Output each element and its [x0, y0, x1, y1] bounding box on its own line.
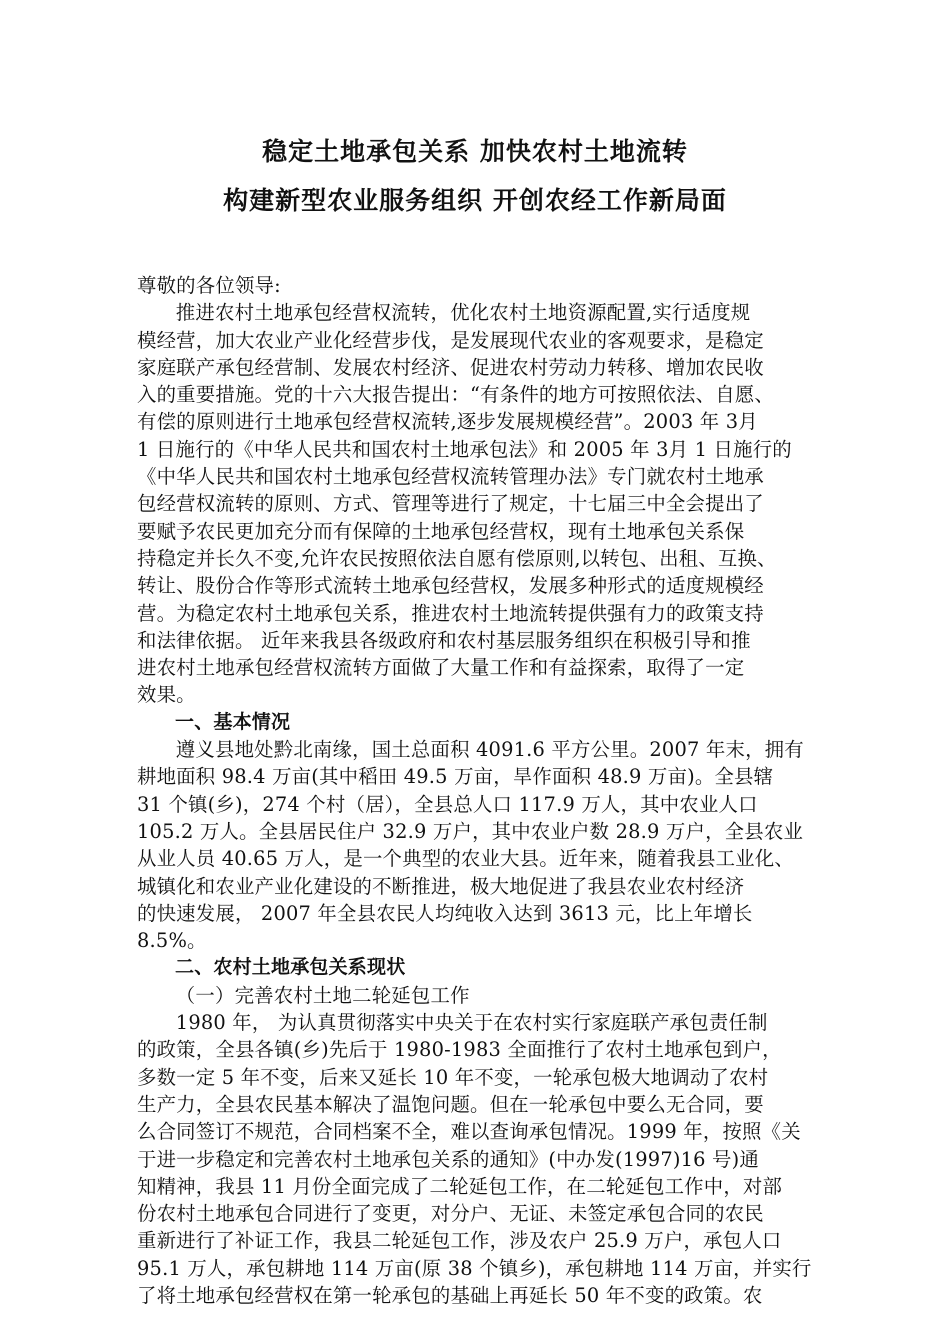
salutation: 尊敬的各位领导: — [137, 274, 281, 297]
text-line: 营。为稳定农村土地承包关系，推进农村土地流转提供强有力的政策支持 — [137, 601, 764, 625]
text-line: 推进农村土地承包经营权流转，优化农村土地资源配置,实行适度规 — [175, 301, 751, 325]
document-title-line-1: 稳定土地承包关系 加快农村土地流转 — [262, 137, 688, 166]
text-line: 家庭联产承包经营制、发展农村经济、促进农村劳动力转移、增加农民收 — [137, 355, 764, 379]
text-line: 的政策，全县各镇(乡)先后于 1980-1983 全面推行了农村土地承包到户， — [137, 1038, 782, 1062]
text-line: 《中华人民共和国农村土地承包经营权流转管理办法》专门就农村土地承 — [137, 465, 764, 489]
text-line: 多数一定 5 年不变，后来又延长 10 年不变，一轮承包极大地调动了农村 — [137, 1065, 769, 1089]
text-line: 于进一步稳定和完善农村土地承包关系的通知》(中办发(1997)16 号)通 — [137, 1147, 760, 1171]
text-line: 和法律依据。 近年来我县各级政府和农村基层服务组织在积极引导和推 — [137, 628, 751, 652]
section-heading-basic-situation: 一、基本情况 — [175, 710, 291, 733]
text-line: 1980 年， 为认真贯彻落实中央关于在农村实行家庭联产承包责任制 — [175, 1011, 768, 1035]
text-line: 包经营权流转的原则、方式、管理等进行了规定，十七届三中全会提出了 — [137, 492, 764, 516]
section-2-paragraph — [137, 1009, 837, 1309]
text-line: 从业人员 40.65 万人，是一个典型的农业大县。近年来，随着我县工业化、 — [137, 847, 794, 871]
text-line: 8.5%。 — [137, 929, 207, 953]
text-line: 重新进行了补证工作，我县二轮延包工作，涉及农户 25.9 万户，承包人口 — [137, 1229, 782, 1253]
text-line: 的快速发展， 2007 年全县农民人均纯收入达到 3613 元，比上年增长 — [137, 901, 753, 925]
text-line: 要赋予农民更加充分而有保障的土地承包经营权，现有土地承包关系保 — [137, 519, 745, 543]
text-line: 遵义县地处黔北南缘，国土总面积 4091.6 平方公里。2007 年末，拥有 — [175, 738, 804, 762]
text-line: 效果。 — [137, 683, 196, 707]
text-line: 105.2 万人。全县居民住户 32.9 万户，其中农业户数 28.9 万户，全县农业 — [137, 819, 804, 843]
text-line: 进农村土地承包经营权流转方面做了大量工作和有益探索，取得了一定 — [137, 656, 745, 680]
text-line: 转让、股份合作等形式流转土地承包经营权，发展多种形式的适度规模经 — [137, 574, 764, 598]
text-line: 了将土地承包经营权在第一轮承包的基础上再延长 50 年不变的政策。农 — [137, 1283, 763, 1307]
text-line: 1 日施行的《中华人民共和国农村土地承包法》和 2005 年 3月 1 日施行的 — [137, 437, 792, 461]
text-line: 知精神，我县 11 月份全面完成了二轮延包工作，在二轮延包工作中，对部 — [137, 1174, 783, 1198]
text-line: 生产力，全县农民基本解决了温饱问题。但在一轮承包中要么无合同，要 — [137, 1092, 764, 1116]
text-line: 31 个镇(乡)，274 个村（居），全县总人口 117.9 万人，其中农业人口 — [137, 792, 758, 816]
text-line: 入的重要措施。党的十六大报告提出：“有条件的地方可按照依法、自愿、 — [137, 383, 775, 407]
text-line: 耕地面积 98.4 万亩(其中稻田 49.5 万亩，旱作面积 48.9 万亩)。全县辖 — [137, 765, 774, 789]
text-line: 有偿的原则进行土地承包经营权流转,逐步发展规模经营”。2003 年 3月 — [137, 410, 758, 434]
text-line: 模经营，加大农业产业化经营步伐，是发展现代农业的客观要求，是稳定 — [137, 328, 764, 352]
section-heading-land-contract-status: 二、农村土地承包关系现状 — [175, 956, 406, 979]
subsection-heading: （一）完善农村土地二轮延包工作 — [175, 983, 470, 1007]
text-line: 城镇化和农业产业化建设的不断推进，极大地促进了我县农业农村经济 — [137, 874, 745, 898]
section-1-paragraph — [137, 736, 837, 954]
document-title-line-2: 构建新型农业服务组织 开创农经工作新局面 — [223, 186, 727, 215]
document-body — [137, 272, 837, 1309]
intro-paragraph — [137, 299, 837, 708]
text-line: 么合同签订不规范，合同档案不全，难以查询承包情况。1999 年，按照《关 — [137, 1120, 801, 1144]
text-line: 持稳定并长久不变,允许农民按照依法自愿有偿原则,以转包、出租、互换、 — [137, 546, 777, 570]
text-line: 份农村土地承包合同进行了变更，对分户、无证、未签定承包合同的农民 — [137, 1202, 764, 1226]
text-line: 95.1 万人，承包耕地 114 万亩(原 38 个镇乡)，承包耕地 114 万亩，并实行 — [137, 1256, 812, 1280]
